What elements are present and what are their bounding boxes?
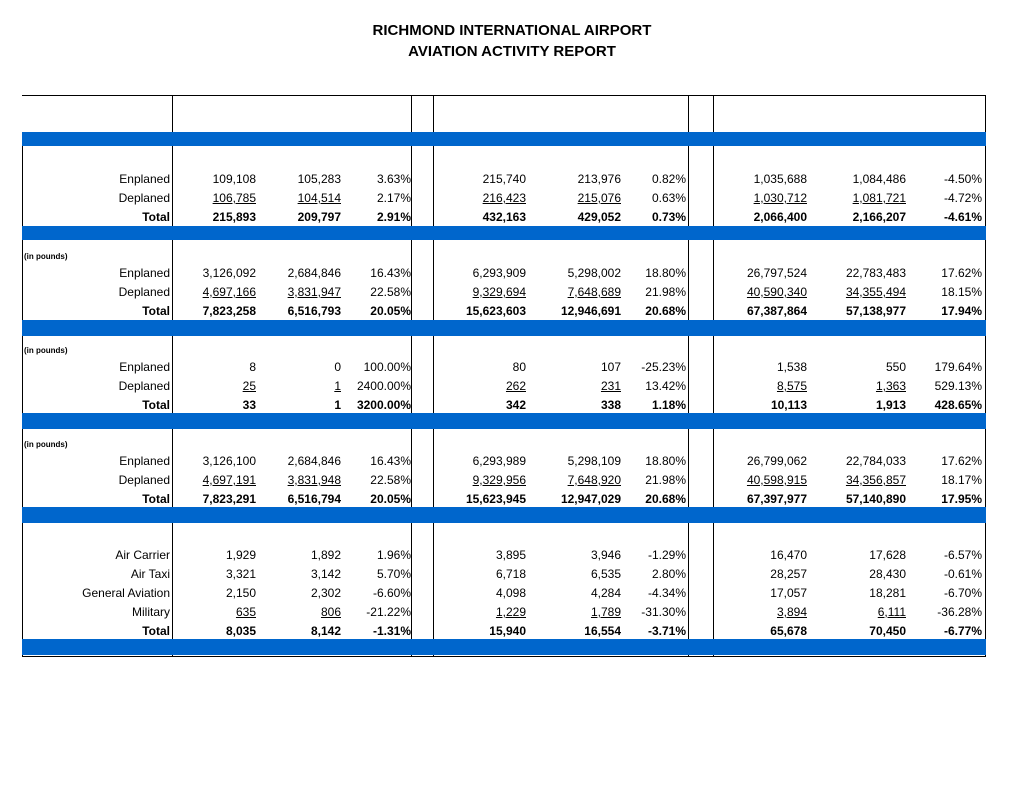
- table-cell: 16.43%: [370, 266, 411, 280]
- table-cell: 0.73%: [651, 210, 686, 224]
- table-cell: 18.80%: [645, 266, 686, 280]
- table-cell: 3,831,948: [287, 473, 341, 487]
- table-cell: 3.63%: [376, 172, 411, 186]
- table-cell: 635: [235, 605, 256, 619]
- section-band: [22, 413, 986, 429]
- table-cell: 216,423: [482, 191, 526, 205]
- table-cell: 3,831,947: [287, 285, 341, 299]
- table-cell: 179.64%: [934, 360, 982, 374]
- table-cell: 1,229: [495, 605, 526, 619]
- table-cell: 3,142: [310, 567, 341, 581]
- table-cell: 1,084,486: [852, 172, 906, 186]
- table-cell: 5,298,109: [567, 454, 621, 468]
- table-cell: 17.94%: [941, 304, 982, 318]
- table-cell: 57,138,977: [845, 304, 906, 318]
- table-cell: 231: [600, 379, 621, 393]
- table-cell: 3,946: [590, 548, 621, 562]
- table-cell: 1.96%: [376, 548, 411, 562]
- table-cell: 429,052: [577, 210, 621, 224]
- row-label: General Aviation: [82, 586, 170, 600]
- row-label: Total: [142, 304, 170, 318]
- table-cell: 6,293,989: [472, 454, 526, 468]
- table-cell: 8: [249, 360, 256, 374]
- table-cell: 432,163: [482, 210, 526, 224]
- table-cell: 70,450: [869, 624, 906, 638]
- table-cell: 12,947,029: [560, 492, 621, 506]
- table-cell: 105,283: [297, 172, 341, 186]
- table-cell: 9,329,956: [472, 473, 526, 487]
- table-cell: 7,648,689: [567, 285, 621, 299]
- section-title: [24, 342, 68, 358]
- row-label: Deplaned: [118, 379, 170, 393]
- table-cell: 28,257: [770, 567, 807, 581]
- column-divider: [688, 95, 689, 657]
- table-cell: 20.68%: [645, 304, 686, 318]
- table-cell: 34,356,857: [845, 473, 906, 487]
- table-cell: -25.23%: [641, 360, 686, 374]
- table-cell: 6,516,793: [287, 304, 341, 318]
- table-cell: 67,397,977: [746, 492, 807, 506]
- table-cell: -31.30%: [641, 605, 686, 619]
- row-label: Deplaned: [118, 285, 170, 299]
- table-right-border: [985, 95, 986, 657]
- table-cell: 17.62%: [941, 454, 982, 468]
- table-cell: 28,430: [869, 567, 906, 581]
- column-divider: [411, 95, 412, 657]
- table-cell: 16.43%: [370, 454, 411, 468]
- table-cell: 20.05%: [370, 492, 411, 506]
- row-label: Deplaned: [118, 191, 170, 205]
- table-cell: 1,789: [590, 605, 621, 619]
- table-cell: 65,678: [770, 624, 807, 638]
- table-cell: 18.80%: [645, 454, 686, 468]
- table-cell: 3,895: [495, 548, 526, 562]
- table-cell: 8,035: [225, 624, 256, 638]
- table-cell: 5.70%: [376, 567, 411, 581]
- row-label: Air Carrier: [115, 548, 170, 562]
- table-cell: 3,894: [776, 605, 807, 619]
- table-cell: 2,684,846: [287, 266, 341, 280]
- table-cell: 34,355,494: [845, 285, 906, 299]
- table-cell: 16,470: [770, 548, 807, 562]
- table-cell: 15,940: [489, 624, 526, 638]
- table-cell: 6,516,794: [287, 492, 341, 506]
- row-label: Total: [142, 492, 170, 506]
- table-cell: 1,538: [776, 360, 807, 374]
- section-unit: (in pounds): [24, 346, 68, 355]
- table-cell: -4.61%: [943, 210, 982, 224]
- table-cell: 550: [885, 360, 906, 374]
- table-cell: 0.63%: [651, 191, 686, 205]
- table-cell: 21.98%: [645, 285, 686, 299]
- table-cell: 18.17%: [941, 473, 982, 487]
- table-cell: 4,697,191: [202, 473, 256, 487]
- table-cell: 17,057: [770, 586, 807, 600]
- table-cell: 1.18%: [651, 398, 686, 412]
- table-cell: 40,598,915: [746, 473, 807, 487]
- table-cell: 22.58%: [370, 285, 411, 299]
- table-cell: 18.15%: [941, 285, 982, 299]
- table-cell: 106,785: [212, 191, 256, 205]
- section-title: [24, 248, 68, 264]
- table-cell: -0.61%: [943, 567, 982, 581]
- table-cell: 10,113: [770, 398, 807, 412]
- table-cell: 1,363: [875, 379, 906, 393]
- table-cell: -6.70%: [943, 586, 982, 600]
- table-cell: 22,783,483: [845, 266, 906, 280]
- table-cell: 15,623,945: [465, 492, 526, 506]
- table-cell: 4,284: [590, 586, 621, 600]
- table-cell: 1: [334, 398, 341, 412]
- table-cell: 1: [334, 379, 341, 393]
- section-unit: (in pounds): [24, 252, 68, 261]
- table-cell: 4,098: [495, 586, 526, 600]
- table-cell: 2,684,846: [287, 454, 341, 468]
- table-cell: -4.50%: [943, 172, 982, 186]
- table-cell: 7,648,920: [567, 473, 621, 487]
- table-cell: -4.34%: [647, 586, 686, 600]
- table-cell: 1,081,721: [852, 191, 906, 205]
- section-band: [22, 226, 986, 240]
- row-label: Enplaned: [119, 172, 170, 186]
- table-top-border: [22, 95, 986, 96]
- row-label: Air Taxi: [130, 567, 170, 581]
- table-cell: 529.13%: [934, 379, 982, 393]
- row-label: Enplaned: [119, 266, 170, 280]
- table-cell: -1.31%: [372, 624, 411, 638]
- table-cell: 209,797: [297, 210, 341, 224]
- table-cell: -1.29%: [647, 548, 686, 562]
- table-cell: 3,126,100: [202, 454, 256, 468]
- table-cell: 2400.00%: [356, 379, 411, 393]
- row-label: Total: [142, 398, 170, 412]
- table-cell: 0.82%: [651, 172, 686, 186]
- table-cell: 9,329,694: [472, 285, 526, 299]
- table-cell: 428.65%: [934, 398, 982, 412]
- section-unit: (in pounds): [24, 440, 68, 449]
- table-cell: 215,076: [577, 191, 621, 205]
- table-cell: 8,575: [776, 379, 807, 393]
- table-cell: 17,628: [869, 548, 906, 562]
- table-cell: 17.62%: [941, 266, 982, 280]
- table-cell: 3,126,092: [202, 266, 256, 280]
- table-cell: 4,697,166: [202, 285, 256, 299]
- table-cell: 2,302: [310, 586, 341, 600]
- table-cell: 2.17%: [376, 191, 411, 205]
- table-cell: 15,623,603: [465, 304, 526, 318]
- table-cell: 7,823,258: [202, 304, 256, 318]
- section-band: [22, 132, 986, 146]
- table-cell: 6,293,909: [472, 266, 526, 280]
- table-cell: 18,281: [869, 586, 906, 600]
- table-cell: 17.95%: [941, 492, 982, 506]
- section-band: [22, 639, 986, 655]
- table-cell: 67,387,864: [746, 304, 807, 318]
- row-label: Total: [142, 624, 170, 638]
- table-cell: 104,514: [297, 191, 341, 205]
- table-cell: 5,298,002: [567, 266, 621, 280]
- table-cell: 3200.00%: [356, 398, 411, 412]
- table-cell: 1,030,712: [753, 191, 807, 205]
- table-cell: 22,784,033: [845, 454, 906, 468]
- table-cell: 26,797,524: [746, 266, 807, 280]
- table-cell: 12,946,691: [560, 304, 621, 318]
- table-cell: 338: [600, 398, 621, 412]
- table-cell: 40,590,340: [746, 285, 807, 299]
- table-cell: 2,166,207: [852, 210, 906, 224]
- table-cell: 21.98%: [645, 473, 686, 487]
- row-label: Enplaned: [119, 360, 170, 374]
- table-cell: 0: [334, 360, 341, 374]
- row-label: Military: [132, 605, 170, 619]
- table-cell: 3,321: [225, 567, 256, 581]
- table-cell: 2,150: [225, 586, 256, 600]
- table-cell: 2.80%: [651, 567, 686, 581]
- table-cell: 213,976: [577, 172, 621, 186]
- table-cell: 806: [320, 605, 341, 619]
- table-cell: 1,035,688: [753, 172, 807, 186]
- table-cell: 100.00%: [363, 360, 411, 374]
- table-cell: 13.42%: [645, 379, 686, 393]
- table-cell: 107: [600, 360, 621, 374]
- report-subtitle: AVIATION ACTIVITY REPORT: [408, 43, 616, 60]
- table-cell: 33: [242, 398, 256, 412]
- table-cell: 6,535: [590, 567, 621, 581]
- table-cell: 16,554: [584, 624, 621, 638]
- table-cell: 26,799,062: [746, 454, 807, 468]
- report-title: RICHMOND INTERNATIONAL AIRPORT: [372, 22, 652, 39]
- table-cell: 1,929: [225, 548, 256, 562]
- table-cell: -6.77%: [943, 624, 982, 638]
- table-cell: 215,740: [482, 172, 526, 186]
- section-band: [22, 507, 986, 523]
- column-divider: [433, 95, 434, 657]
- row-label: Enplaned: [119, 454, 170, 468]
- table-cell: -36.28%: [937, 605, 982, 619]
- table-cell: 2.91%: [376, 210, 411, 224]
- table-cell: 22.58%: [370, 473, 411, 487]
- table-cell: -6.60%: [372, 586, 411, 600]
- row-label: Deplaned: [118, 473, 170, 487]
- table-cell: -6.57%: [943, 548, 982, 562]
- table-cell: -21.22%: [366, 605, 411, 619]
- table-cell: 1,913: [875, 398, 906, 412]
- section-band: [22, 320, 986, 336]
- table-cell: 342: [505, 398, 526, 412]
- table-cell: 6,718: [495, 567, 526, 581]
- table-cell: 262: [505, 379, 526, 393]
- table-cell: 25: [242, 379, 256, 393]
- table-cell: 20.05%: [370, 304, 411, 318]
- table-cell: -3.71%: [647, 624, 686, 638]
- table-bottom-border: [22, 656, 986, 657]
- table-cell: 2,066,400: [753, 210, 807, 224]
- table-cell: 57,140,890: [845, 492, 906, 506]
- table-cell: 7,823,291: [202, 492, 256, 506]
- table-cell: 20.68%: [645, 492, 686, 506]
- table-cell: 80: [512, 360, 526, 374]
- table-cell: 215,893: [212, 210, 256, 224]
- section-title: [24, 436, 68, 452]
- table-cell: 109,108: [212, 172, 256, 186]
- row-label: Total: [142, 210, 170, 224]
- table-cell: 6,111: [877, 605, 906, 619]
- table-cell: -4.72%: [943, 191, 982, 205]
- table-cell: 8,142: [310, 624, 341, 638]
- table-cell: 1,892: [310, 548, 341, 562]
